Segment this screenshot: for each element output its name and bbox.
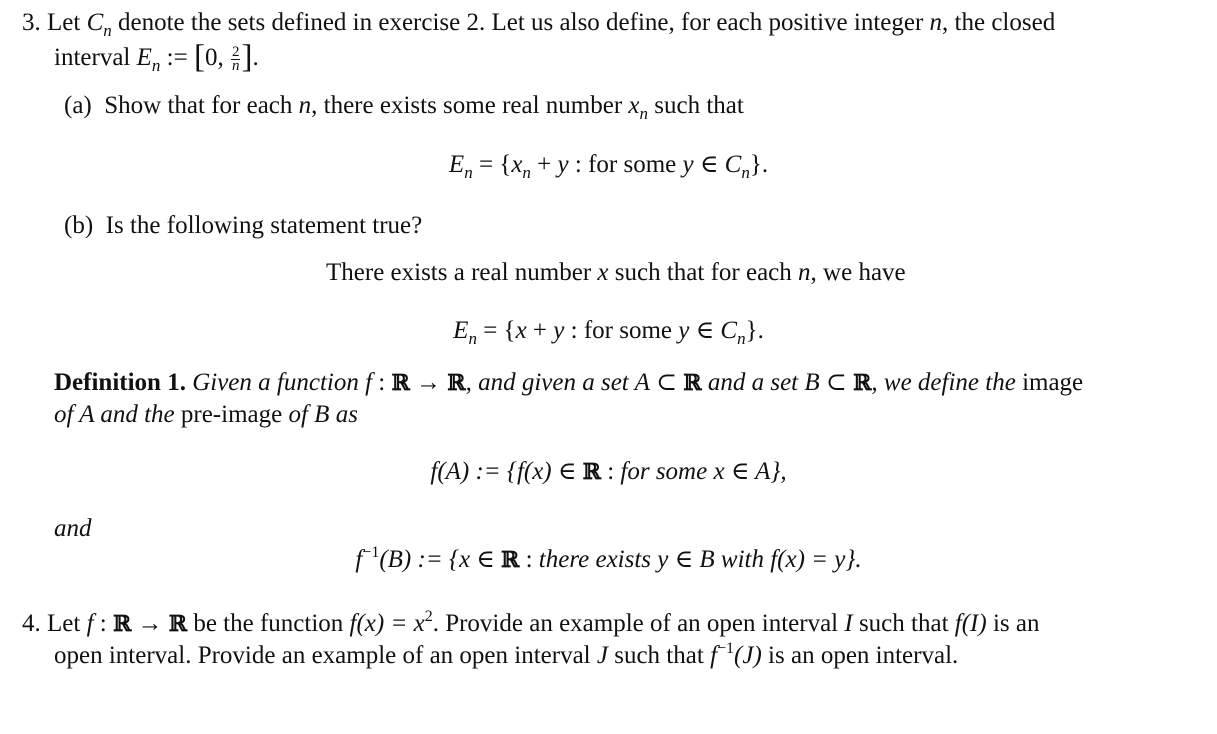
- definition-line-2: of A and the pre-image of B as: [54, 401, 358, 428]
- problem-3-line-2: interval $E_n$ := [0, $\frac{2}{n}$ ].: [54, 39, 259, 75]
- problem-4-line-2: open interval. Provide an example of an open interval J such that $f^{-1}(J)$ is an open interval.: [54, 640, 959, 669]
- equation-preimage: $f^{-1}(B)$ := {x ∈ ℝ : there exists y ∈ B with f(x) = y}.: [355, 544, 862, 573]
- definition-and: and: [54, 515, 92, 542]
- part-a-label: (a): [64, 92, 92, 119]
- part-a-line: (a) Show that for each n, there exists some real number $x_n$ such that: [64, 92, 744, 123]
- problem-4-number: 4.: [22, 610, 41, 637]
- fraction-2-over-n: $\frac{2}{n}$: [231, 43, 240, 74]
- equation-part-a: $E_n = \{x_n + y$ : for some y ∈ $C_n$}.: [448, 151, 769, 182]
- part-b-line: (b) Is the following statement true?: [64, 212, 423, 239]
- definition-title: Definition 1.: [54, 369, 186, 396]
- part-b-label: (b): [64, 212, 94, 239]
- part-b-statement: There exists a real number x such that for each n, we have: [326, 259, 906, 286]
- problem-4-line-1: 4. Let f : ℝ → ℝ be the function $f(x) = x^2$. Provide an example of an open interval I such that f(I) is an: [22, 608, 1040, 637]
- equation-part-b: $E_n = \{x + y$ : for some y ∈ $C_n$}.: [453, 317, 764, 348]
- equation-image: f(A) := {f(x) ∈ ℝ : for some x ∈ A},: [430, 458, 787, 485]
- problem-3-line-1: 3. Let $C_n$ denote the sets defined in exercise 2. Let us also define, for each positive integer n, the closed: [22, 9, 1056, 40]
- problem-3-number: 3.: [22, 9, 41, 36]
- definition-line-1: Definition 1. Given a function f : ℝ → ℝ, and given a set A ⊂ ℝ and a set B ⊂ ℝ, we define the image: [54, 369, 1084, 396]
